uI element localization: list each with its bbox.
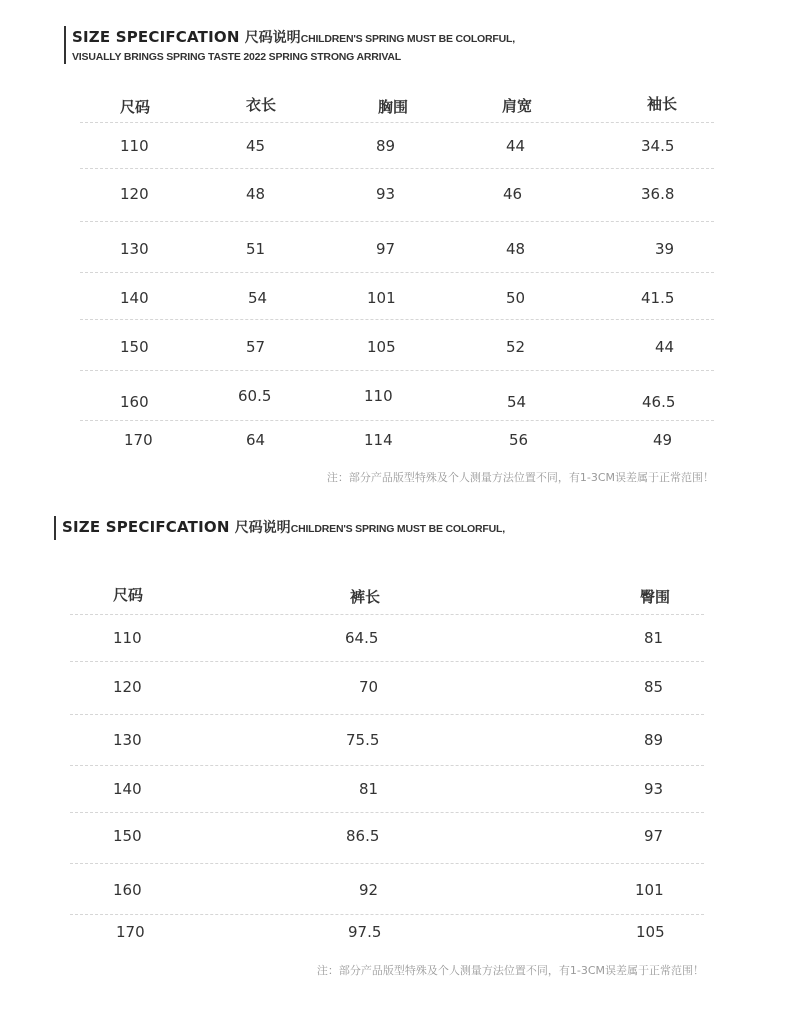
table-row [80,320,714,371]
cell-hip: 81 [644,629,664,647]
top-header-tagline: CHILDREN'S SPRING MUST BE COLORFUL, [300,33,515,45]
cell-size: 160 [120,393,149,411]
column-header-sleeve: 袖长 [647,95,678,113]
table-row [70,715,704,766]
table-row [80,222,714,273]
cell-size: 150 [113,827,142,845]
table-row [80,371,714,421]
bottom-measurement-note: 注：部分产品版型特殊及个人测量方法位置不同，有1-3CM误差属于正常范围！ [316,964,704,977]
cell-hip: 85 [644,678,664,696]
table-row [70,864,704,915]
table-row [80,169,714,222]
cell-length: 48 [246,185,266,203]
column-header-size: 尺码 [113,586,144,604]
cell-hip: 105 [636,923,665,941]
bottom-size-header [54,516,505,540]
cell-chest: 93 [376,185,396,203]
cell-shoulder: 52 [506,338,526,356]
cell-sleeve: 34.5 [641,137,675,155]
cell-shoulder: 44 [506,137,526,155]
cell-size: 120 [113,678,142,696]
cell-size: 140 [120,289,149,307]
cell-length: 64 [246,431,266,449]
top-header-title: SIZE SPECIFCATION [72,28,240,46]
cell-pants-length: 64.5 [345,629,379,647]
cell-sleeve: 39 [655,240,675,258]
cell-sleeve: 36.8 [641,185,675,203]
top-size-table [80,90,714,463]
cell-pants-length: 92 [359,881,379,899]
top-measurement-note: 注：部分产品版型特殊及个人测量方法位置不同，有1-3CM误差属于正常范围！ [326,471,714,484]
bottom-size-table [70,580,704,957]
table-row [80,273,714,320]
cell-pants-length: 81 [359,780,379,798]
cell-hip: 97 [644,827,664,845]
cell-chest: 89 [376,137,396,155]
table-header-row [80,90,714,123]
column-header-chest: 胸围 [378,98,409,116]
cell-size: 120 [120,185,149,203]
cell-chest: 101 [367,289,396,307]
column-header-size: 尺码 [120,98,151,116]
top-header-line1 [72,26,515,50]
cell-chest: 110 [364,387,393,405]
cell-hip: 101 [635,881,664,899]
cell-sleeve: 49 [653,431,673,449]
cell-size: 130 [120,240,149,258]
bottom-header-title-cn: 尺码说明 [234,520,291,536]
cell-hip: 93 [644,780,664,798]
cell-sleeve: 41.5 [641,289,675,307]
cell-shoulder: 48 [506,240,526,258]
bottom-header-line1 [62,516,505,540]
cell-shoulder: 54 [507,393,527,411]
cell-length: 60.5 [238,387,272,405]
column-header-length: 衣长 [246,96,277,114]
cell-size: 110 [113,629,142,647]
cell-length: 45 [246,137,266,155]
bottom-header-tagline: CHILDREN'S SPRING MUST BE COLORFUL, [290,523,505,535]
cell-size: 170 [116,923,145,941]
cell-size: 130 [113,731,142,749]
cell-shoulder: 50 [506,289,526,307]
cell-shoulder: 56 [509,431,529,449]
column-header-pants-length: 裤长 [350,588,381,606]
cell-size: 140 [113,780,142,798]
cell-length: 54 [248,289,268,307]
table-row [70,766,704,813]
table-row [70,662,704,715]
cell-pants-length: 97.5 [348,923,382,941]
table-row [70,615,704,662]
cell-chest: 105 [367,338,396,356]
cell-chest: 97 [376,240,396,258]
cell-size: 170 [124,431,153,449]
cell-pants-length: 70 [359,678,379,696]
cell-pants-length: 75.5 [346,731,380,749]
cell-length: 57 [246,338,266,356]
cell-size: 110 [120,137,149,155]
column-header-hip: 臀围 [640,588,671,606]
table-row [70,915,704,957]
top-size-header [64,26,515,64]
cell-pants-length: 86.5 [346,827,380,845]
top-header-title-cn: 尺码说明 [244,30,301,46]
top-header-tagline2: VISUALLY BRINGS SPRING TASTE 2022 SPRING STRONG ARRIVAL [72,51,401,63]
column-header-shoulder: 肩宽 [502,97,533,115]
cell-sleeve: 44 [655,338,675,356]
cell-size: 150 [120,338,149,356]
cell-size: 160 [113,881,142,899]
cell-sleeve: 46.5 [642,393,676,411]
cell-length: 51 [246,240,266,258]
table-row [80,123,714,169]
cell-chest: 114 [364,431,393,449]
bottom-header-title: SIZE SPECIFCATION [62,518,230,536]
table-header-row [70,580,704,615]
cell-shoulder: 46 [503,185,523,203]
table-row [80,421,714,463]
cell-hip: 89 [644,731,664,749]
table-row [70,813,704,864]
